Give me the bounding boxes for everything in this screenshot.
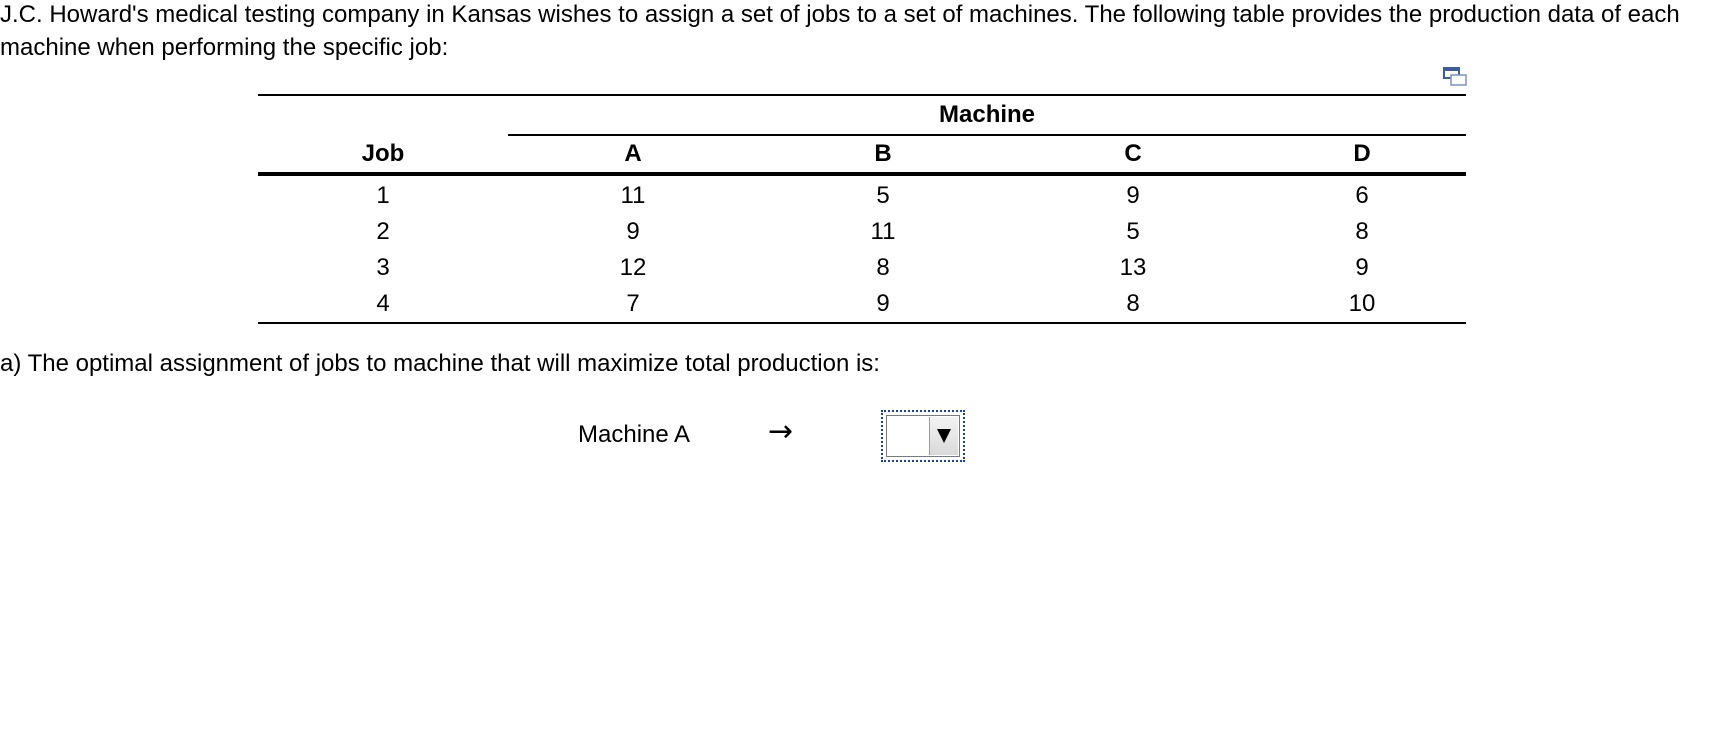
value-cell: 9 — [626, 218, 640, 245]
machine-c-column-header: C — [1008, 135, 1258, 174]
intro-paragraph: J.C. Howard's medical testing company in Kansas wishes to assign a set of jobs to a set of machines. The following table provides the production data of each machine when performing the specific job: — [0, 1, 1680, 61]
value-cell: 5 — [1126, 218, 1140, 245]
value-cell: 10 — [1258, 286, 1466, 323]
value-cell: 13 — [1119, 254, 1147, 281]
value-cell: 11 — [870, 218, 896, 245]
production-table — [258, 94, 1466, 324]
table-row — [258, 286, 1466, 323]
value-cell: 8 — [876, 254, 890, 281]
assignment-label: Machine A — [578, 421, 691, 448]
machine-b-column-header: B — [758, 135, 1008, 174]
value-cell: 8 — [1008, 286, 1258, 323]
value-cell: 5 — [876, 182, 890, 209]
job-cell: 3 — [376, 254, 390, 281]
triangle-down-icon — [935, 426, 953, 446]
value-cell: 6 — [1355, 182, 1369, 209]
value-cell: 9 — [1126, 182, 1140, 209]
job-cell: 2 — [376, 218, 390, 245]
question-text: a) The optimal assignment of jobs to machine that will maximize total production is: — [0, 350, 880, 377]
value-cell: 9 — [758, 286, 1008, 323]
value-cell: 7 — [508, 286, 758, 323]
table-row — [258, 174, 1466, 214]
machine-d-column-header: D — [1258, 135, 1466, 174]
table-row — [258, 250, 1466, 286]
job-cell: 1 — [376, 182, 390, 209]
machine-group-header: Machine — [508, 95, 1466, 135]
value-cell: 12 — [619, 254, 647, 281]
job-cell: 4 — [258, 286, 508, 323]
job-select-dropdown[interactable] — [881, 410, 965, 462]
select-field[interactable] — [886, 415, 960, 457]
job-column-header: Job — [258, 135, 508, 174]
table-row — [258, 214, 1466, 250]
popout-window-icon[interactable] — [1443, 67, 1467, 87]
value-cell: 9 — [1355, 254, 1369, 281]
value-cell: 11 — [620, 182, 646, 209]
right-arrow-icon: → — [768, 414, 794, 449]
value-cell: 8 — [1355, 218, 1369, 245]
table-header-spacer — [258, 95, 508, 135]
dropdown-button[interactable] — [929, 417, 958, 455]
machine-a-column-header: A — [508, 135, 758, 174]
